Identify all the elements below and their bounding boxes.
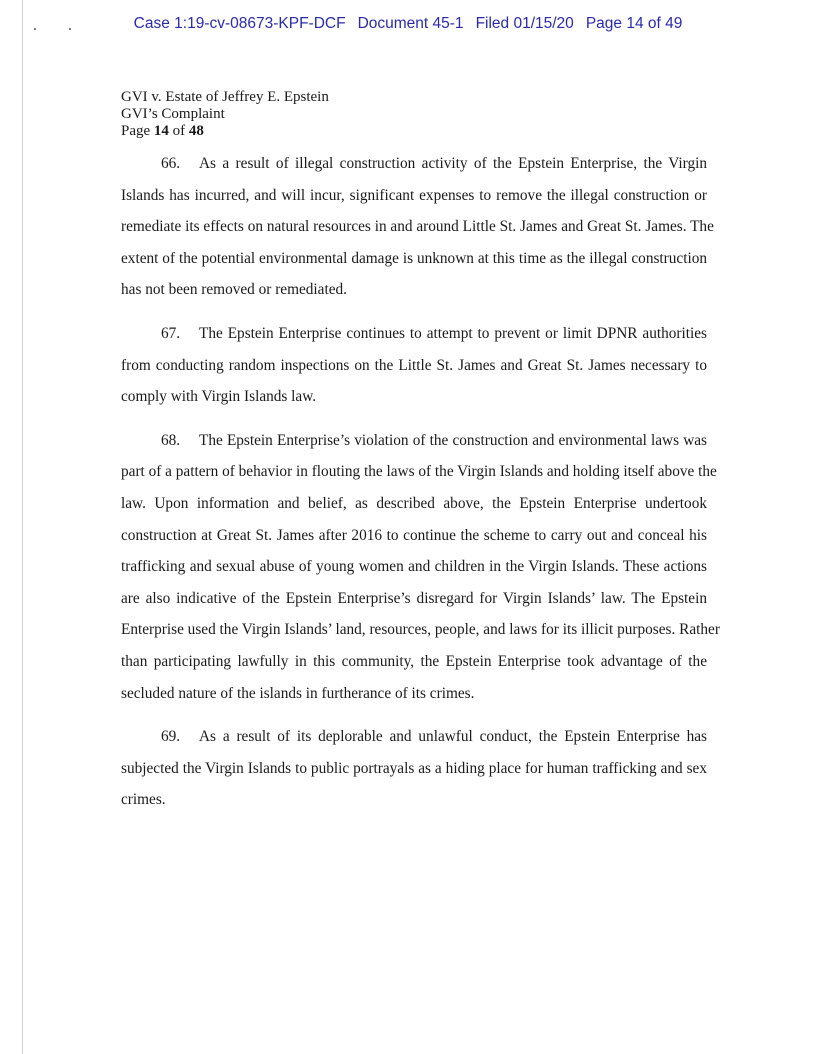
paragraph-line: trafficking and sexual abuse of young women and children in the Virgin Islands. These actions xyxy=(121,558,707,576)
paragraph-67 xyxy=(121,318,707,413)
paragraph-number: 67. xyxy=(161,324,181,342)
paragraph-line: comply with Virgin Islands law. xyxy=(121,388,317,406)
paragraph-line: than participating lawfully in this community, the Epstein Enterprise took advantage of the xyxy=(121,652,707,670)
ecf-page-number: Page 14 of 49 xyxy=(585,15,683,32)
paragraph-line: 67. The Epstein Enterprise continues to attempt to prevent or limit DPNR authorities xyxy=(121,318,707,350)
filed-date: Filed 01/15/20 xyxy=(475,15,574,32)
paragraph-line: part of a pattern of behavior in flouting the laws of the Virgin Islands and holding itself above the xyxy=(121,463,717,481)
document-body xyxy=(121,148,720,828)
paragraph-line: are also indicative of the Epstein Enterprise’s disregard for Virgin Islands’ law. The Epstein xyxy=(121,589,707,607)
paragraph-number: 69. xyxy=(161,728,181,746)
scan-margin-line xyxy=(22,0,23,1054)
paragraph-line: extent of the potential environmental damage is unknown at this time as the illegal construction xyxy=(121,249,707,267)
paragraph-line: 68. The Epstein Enterprise’s violation of the construction and environmental laws was xyxy=(121,425,707,457)
paragraph-68 xyxy=(121,425,720,709)
paragraph-line: 66. As a result of illegal construction activity of the Epstein Enterprise, the Virgin xyxy=(121,148,707,180)
paragraph-69 xyxy=(121,721,707,816)
document-caption xyxy=(121,89,329,140)
paragraph-66 xyxy=(121,148,714,306)
paragraph-line: has not been removed or remediated. xyxy=(121,281,347,299)
ecf-header-stamp xyxy=(0,15,816,33)
case-number: Case 1:19-cv-08673-KPF-DCF xyxy=(133,15,346,32)
paragraph-line: remediate its effects on natural resources in and around Little St. James and Great St. James. The xyxy=(121,218,714,236)
paragraph-number: 68. xyxy=(161,431,181,449)
caption-page-total: 48 xyxy=(188,123,204,139)
paragraph-line: from conducting random inspections on the Little St. James and Great St. James necessary to xyxy=(121,356,707,374)
document-number: Document 45-1 xyxy=(357,15,464,32)
paragraph-line: subjected the Virgin Islands to public portrayals as a hiding place for human trafficking and sex xyxy=(121,759,707,777)
paragraph-line: crimes. xyxy=(121,791,166,809)
paragraph-line: secluded nature of the islands in furtherance of its crimes. xyxy=(121,684,475,702)
paragraph-line: Enterprise used the Virgin Islands’ land, resources, people, and laws for its illicit purposes. Rather xyxy=(121,621,720,639)
caption-case-title: GVI v. Estate of Jeffrey E. Epstein xyxy=(121,89,329,105)
caption-page-line: Page 14 of 48 xyxy=(121,123,204,139)
caption-page-number: 14 xyxy=(153,123,169,139)
caption-document-title: GVI’s Complaint xyxy=(121,106,225,122)
paragraph-line: 69. As a result of its deplorable and unlawful conduct, the Epstein Enterprise has xyxy=(121,721,707,753)
paragraph-line: Islands has incurred, and will incur, significant expenses to remove the illegal construction or xyxy=(121,186,707,204)
paragraph-number: 66. xyxy=(161,155,181,172)
paragraph-line: law. Upon information and belief, as described above, the Epstein Enterprise undertook xyxy=(121,494,707,512)
paragraph-line: construction at Great St. James after 2016 to continue the scheme to carry out and conceal his xyxy=(121,526,707,544)
